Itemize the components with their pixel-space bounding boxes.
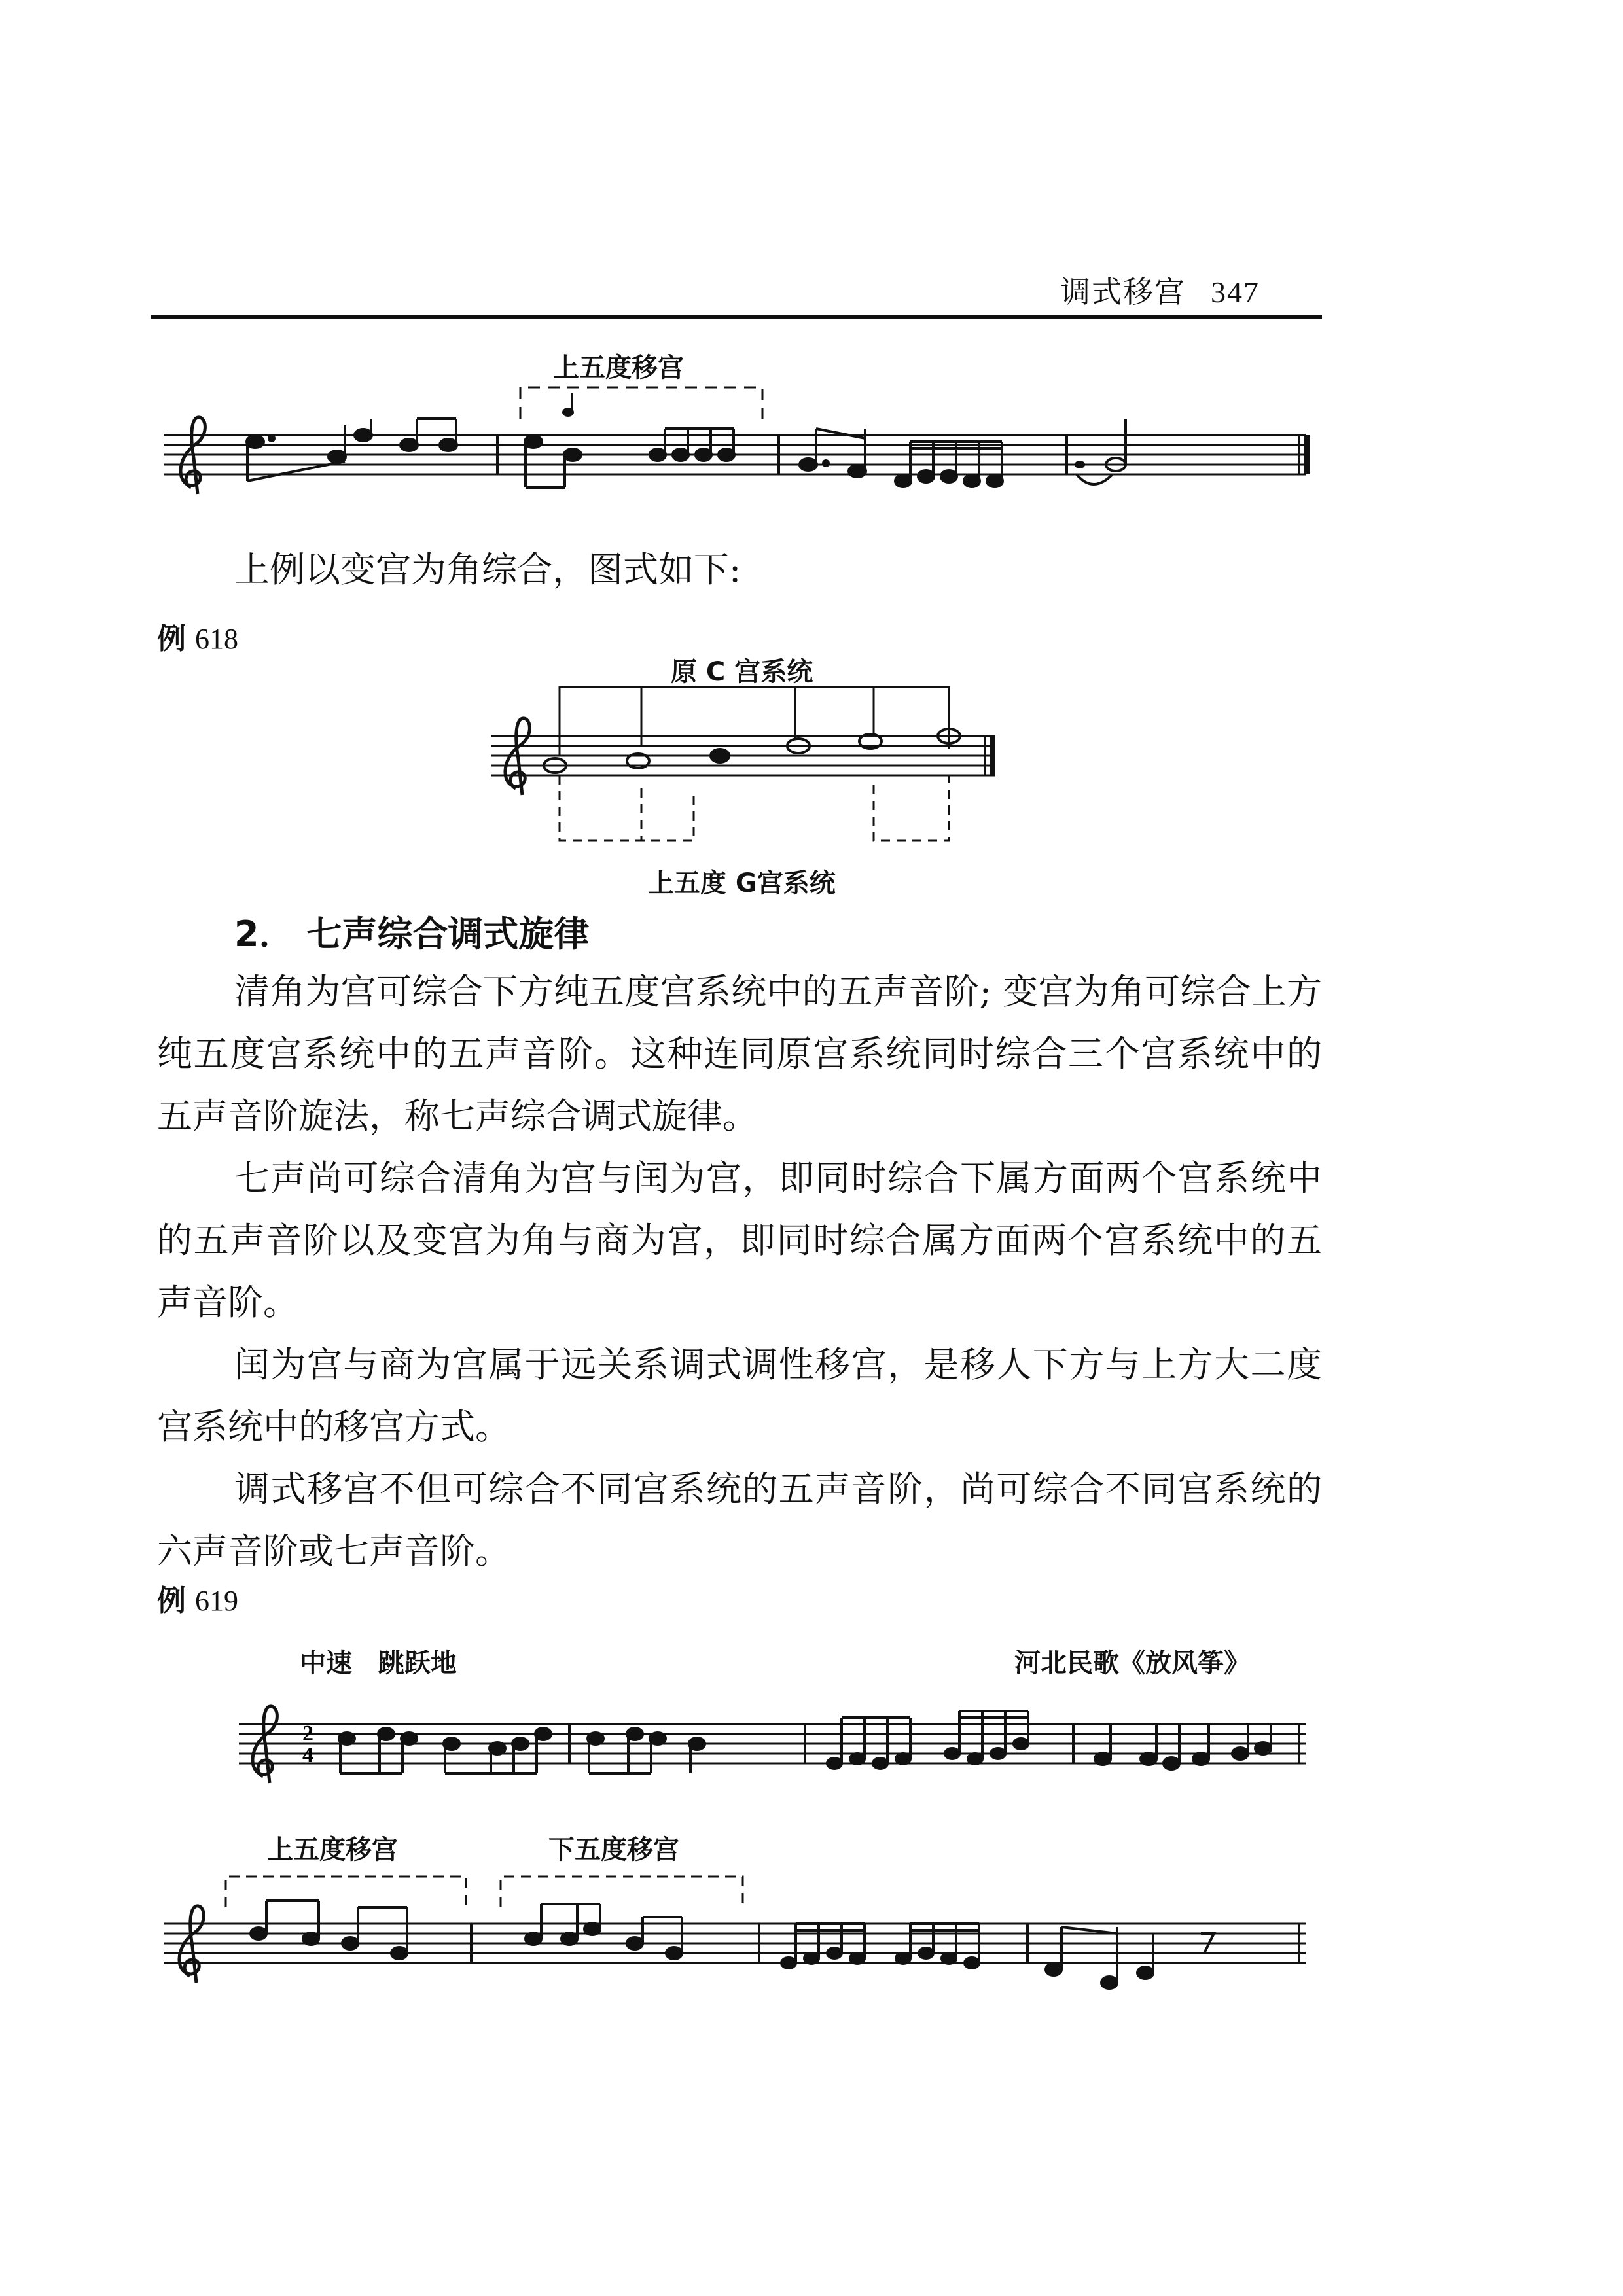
- body-text: [157, 961, 1322, 1582]
- running-head-title: 调式移宫: [1060, 274, 1186, 309]
- paragraph-4: 调式移宫不但可综合不同宫系统的五声音阶，尚可综合不同宫系统的六声音阶或七声音阶。: [157, 1468, 1322, 1572]
- example-618-label: [157, 615, 238, 657]
- bracket-label-top: 上五度移宫: [553, 353, 684, 383]
- time-signature-top: 2: [302, 1722, 313, 1746]
- bracket-label-up-fifth: 上五度移宫: [267, 1835, 398, 1865]
- example-619-label: [157, 1577, 238, 1619]
- bracket-label-c-system: 原 C 宫系统: [671, 657, 813, 687]
- music-staff-top: [151, 373, 1322, 504]
- header-rule: [151, 315, 1322, 319]
- music-staff-619-line-1: [151, 1675, 1322, 1793]
- paragraph-1: 清角为宫可综合下方纯五度宫系统中的五声音阶; 变宫为角可综合上方纯五度宫系统中的五声音阶。这种连同原宫系统同时综合三个宫系统中的五声音阶旋法，称七声综合调式旋律。: [157, 971, 1322, 1137]
- music-staff-618: [478, 677, 1014, 857]
- bracket-label-down-fifth: 下五度移宫: [548, 1835, 679, 1865]
- example-label: 例: [157, 622, 186, 656]
- page-number: 347: [1211, 275, 1260, 309]
- bracket-label-g-system: 上五度 G宫系统: [648, 868, 836, 898]
- example-number: 618: [195, 623, 238, 655]
- paragraph-3: 闰为宫与商为宫属于远关系调式调性移宫，是移人下方与上方大二度宫系统中的移宫方式。: [157, 1344, 1322, 1447]
- paragraph-2: 七声尚可综合清角为宫与闰为宫，即同时综合下属方面两个宫系统中的五声音阶以及变宫为角与商为宫，即同时综合属方面两个宫系统中的五声音阶。: [157, 1157, 1322, 1323]
- example-number: 619: [195, 1585, 238, 1617]
- song-source: 河北民歌《放风筝》: [1014, 1648, 1250, 1678]
- music-staff-619-line-2: [151, 1858, 1322, 2015]
- running-head: [1060, 268, 1260, 311]
- section-heading: 2． 七声综合调式旋律: [234, 913, 590, 955]
- example-label: 例: [157, 1584, 186, 1617]
- intro-paragraph: 上例以变宫为角综合，图式如下:: [234, 549, 741, 590]
- time-signature-bottom: 4: [302, 1743, 313, 1767]
- tempo-marking: 中速 跳跃地: [300, 1648, 457, 1678]
